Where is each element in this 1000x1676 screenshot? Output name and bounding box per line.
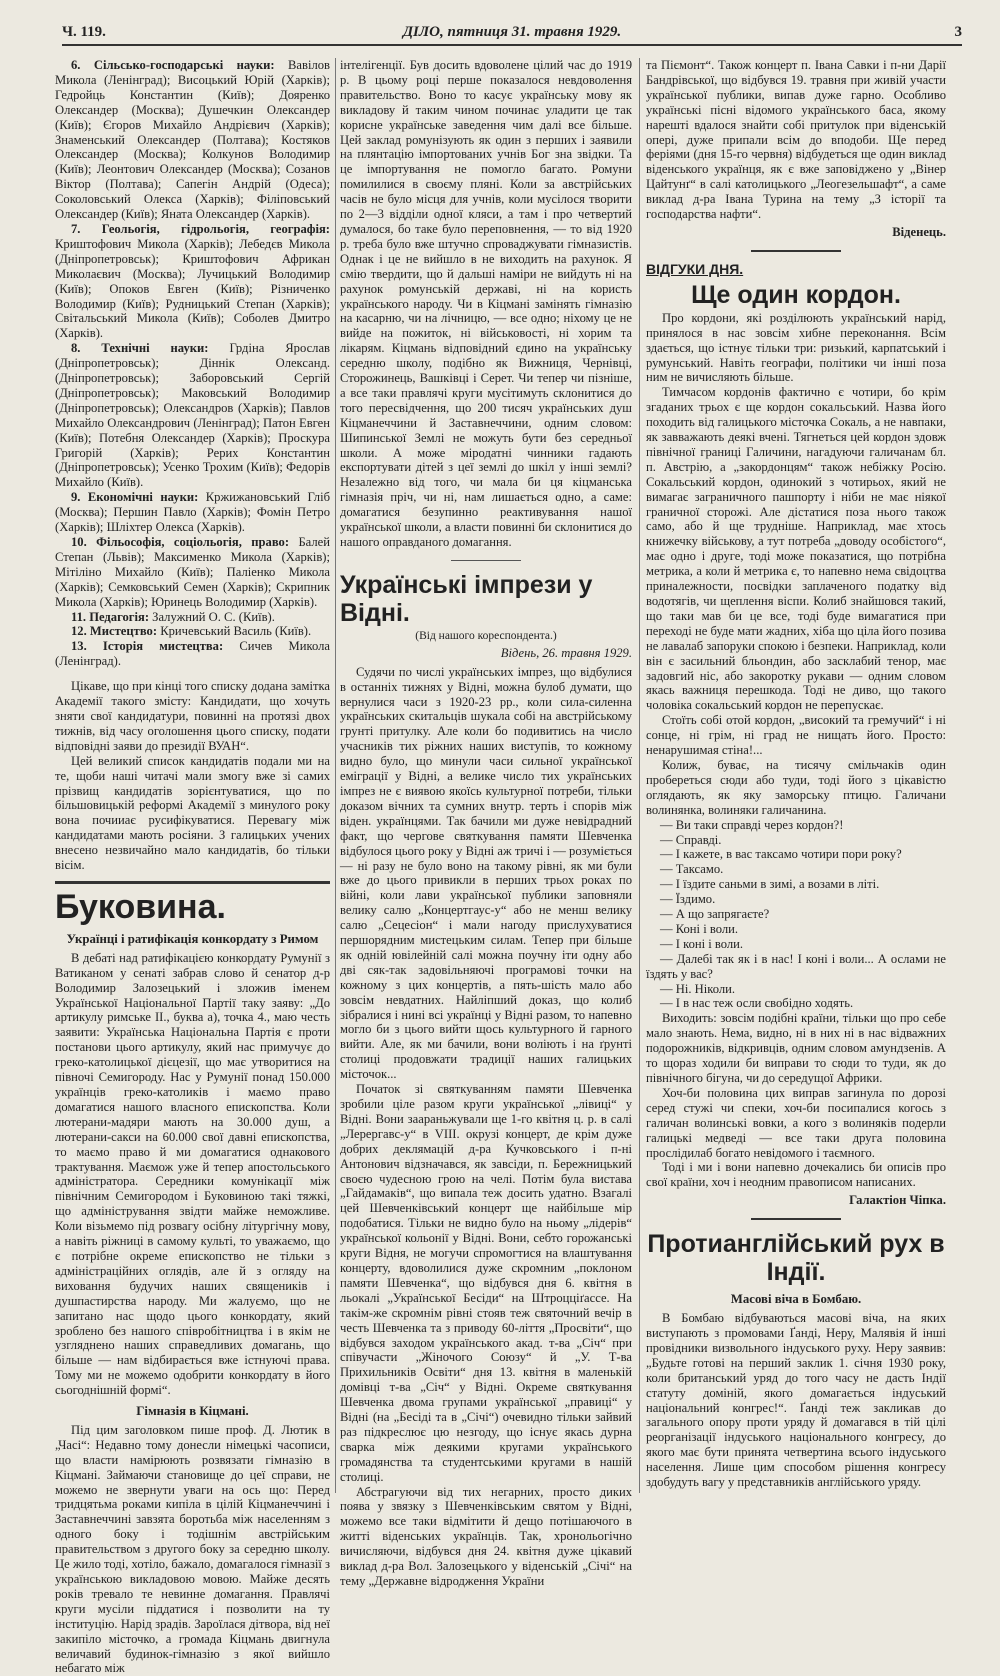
page-number: 3 [954, 24, 962, 40]
dialogue-line: — І їздите саньми в зимі, а возами в літі. [660, 877, 880, 892]
masthead [62, 22, 962, 46]
paragraph: інтелігенції. Був досить вдоволене цілий час до 1919 р. В цьому році перше показалося невдоволення правительство. Воно то касує українську мову як викладову й таким чином починає уладити це так корисне українське заведення чим далі все більше. Цей заклад ромунізують як один з перших і заявили на плянтацію імпортованих учнів Бог зна звідки. Та це імпортування не помогло багато. Ромуни помилилися в своєму пляні. Коли за австрійських часів не було місця для учнів, коли мусілося творити по 2—3 відділи одної кляси, а там і про четвертий думалося, бо таке було переповнення, — то від 1920 р. треба було вже штучно спроваджувати гімназистів. Однак і це не вийшло в не виходить на рахунок. Я смію твердити, що й дальші наміри не вийдуть ні на рахунок ромунській державі, ні на користь українського народу. Чи в Кіцмані замінять гімназію на касарню, чи на лічницю, — все одно; ніхому це не вийде на пожиток, ні військовості, ні хорим та лікарям. Кіцмань відповідний єдино на українську середню школу, подібно як Вижниця, Чернівці, Сторожинець, Вашківці і Серет. Чи тепер чи пізніше, а все таки правлячі круги мусітимуть склонитися до того пересвідчення, що 200 тисяч українських душ Кіцманеччини й Заставнеччини, одним словом: Шипинської Землі не можуть бути без середньої школи. А може міродатні чинники гадають експортувати дітей з цеї землі до шкіл у інші землі? Незалежно від того, чи мала би ця кіцманська гімназія пріч, чи ні, нам лишається одно, а саме: домагатися безупинно реактивування нашої української школи, а власти повинні би склонитися до нашого оправданого домагання. [340, 58, 632, 549]
paragraph: та Піємонт“. Також концерт п. Івана Савки і п-ни Дарії Бандрівської, що відбувся 19. травня при живій участи української публики, випав дуже гарно. Особливо українські пісні відомого українського баса, якому нарешті вдалося знайти собі притулок при віденській опері, дуже припали всім до вподоби. Ще перед феріями (дня 15-го червня) відбудеться ще один виклад віденського українця, як є вже заповіджено у „Вінер Цайтунґ“ в салі католицького „Леогезельшафт“, а саме виклад д-ра Івана Турина на тему „З історії та господарства нафти“. [646, 58, 946, 222]
column-rule [335, 58, 336, 1493]
science-section [55, 490, 330, 535]
dialogue-line: — Ні. Ніколи. [660, 981, 736, 996]
dialogue-line: — І коні і воли. [660, 936, 744, 951]
subheadline: Гімназія в Кіцмані. [136, 1404, 249, 1419]
section-text: Залужний О. С. (Київ). [152, 609, 275, 624]
dialogue-line: — Справді. [660, 832, 722, 847]
section-text: Кржижановський Гліб (Москва); Першин Павло (Харків); Фомін Петро (Харків); Шліхтер Олекса (Харків). [55, 490, 330, 535]
section-headline-bukovyna: Буковина. [55, 881, 330, 926]
section-text: Балей Степан (Львів); Максименко Микола (Харків); Мітіліно Михайло (Київ); Паліенко Микола (Харків); Семковський Семен (Харків); Скрипник Микола (Харків); Юринець Володимир (Харків). [55, 535, 330, 609]
section-title: 10. Фільософія, соціольогія, право: [71, 535, 290, 549]
column-2 [340, 58, 632, 1588]
article-headline-vienna: Українські імпрези у Відні. [340, 570, 593, 627]
dialogue-line: — Коні і воли. [660, 921, 739, 936]
paragraph: Початок зі святкуванням памяти Шевченка зробили ціле разом круги української „лівиці“ у Відні. Вони заараньжували ще 1-го квітня ц. р. в салі „Лерергавс-у“ в VIII. окрузі концерт, де крім дуже добрих деклямацій д-ра Кучковського і п-ні Антонович відзначався, як завсіди, п. Бережницький своєю чудесною грою на челі. Потім була вистава „Гайдамаків“, що випала теж досить удатно. Взагалі цей Шевченківський концерт ще найбільше мір подобатися. Тільки не видно було на ньому „лідерів“ української кольонії у Відні. Вони, себто горожанські круги Відня, не могучи спромогтися на влаштування концерту, вдоволилися дуже скромним „поклоном памяти Шевченка“, що відбувся дня 6. квітня в льокалі „Української Бесіди“ на Штроцціґассе. На такім-же скромнім рівні стояв теж святочний вечір в честь Шевченка та з приводу 60-ліття „Просвіти“, що відбувся заходом українського акад. т-ва „Січ“ при співучасти „Жіночого Союзу“ й „У. Т-ва Прихильників Освіти“ дня 13. квітня в маленькій домівці т-ва „Січ“ у Відні. Окреме святкування Шевченка двома групами української „правиці“ у Відні (на „Бесіді та в „Січі“) очевидно тільки зайвий раз підкреслює цю незгоду, що існує якась дурна сварка між деякими кругами українського громадянства та студентськими кругами в нашій столиці. [340, 1082, 632, 1484]
paragraph: Виходить: зовсім подібні країни, тільки що про себе мало знають. Нема, видно, ні в них ні в нас відважних подорожників, відкривців, одним словом амундзенів. А то щораз ходили би виправи то сюди то туди, як до північного бігуна, чи до середущої Африки. [646, 1011, 946, 1085]
dialogue-line: — Далебі так як і в нас! І коні і воли... А ослами не їздять у вас? [646, 951, 946, 981]
section-text: Кричевський Василь (Київ). [160, 624, 312, 639]
science-section [55, 535, 330, 610]
dateline: Відень, 26. травня 1929. [500, 645, 632, 660]
section-text: Грдіна Ярослав (Дніпропетровськ); Діннік Олександ. (Дніпропетровськ); Заборовський Сергій (Дніпропетровськ); Маковський Володимир (Дніпропетровськ); Олександров (Харків); Павлов Михайло Олександрович (Ленінград); Патон Евген (Київ); Потебня Олександер (Харків); Проскура Григорій (Харків); Рерих Константин (Дніпропетровськ); Усенко Трохим (Київ); Федорів Михайло (Київ). [55, 341, 330, 490]
article-headline-border: Ще один кордон. [691, 280, 901, 309]
paragraph: Тоді і ми і вони напевно дочекались би описів про свої країни, хоч і неодним правописом написаних. [646, 1160, 946, 1190]
paragraph: Колиж, буває, на тисячу смільчаків один пробереться сюди або туди, тоді його з цікавістю оглядають, як яку заморську птицю. Галичани волинянка, волиняки галичанина. [646, 757, 946, 817]
column-rule [639, 58, 640, 1493]
science-section [55, 341, 330, 490]
section-text: Вавілов Микола (Ленінград); Висоцький Юрій (Харків); Гедройць Константин (Київ); Дояренко Олександер (Москва); Душечкин Олександер (Київ); Єгоров Михайло Андрієвич (Харків); Знаменський Олександер (Полтава); Костяков Олександер (Москва); Колкунов Володимир (Київ); Леонтович Олександер (Москва); Созанов Віктор (Полтава); Сапегін Андрій (Одеса); Соколовський Олекса (Харків); Філіповський Олександер (Київ); Яната Олександер (Харків). [55, 58, 330, 222]
paragraph: Цей великий список кандидатів подали ми на те, щоби наші читачі мали змогу вже зі самих прізвищ кандидатів зорієнтуватися, що по більшовицькій реформі Академії з минулого року вона почииає русифікуватися. Перевагу між кандидатами мають росіяни. З галицьких учених внесено незвичайно мало кандидатів, бо тільки вісім. [55, 753, 330, 873]
dialogue-line: — І в нас теж осли свобідно ходять. [660, 996, 854, 1011]
signature: Галактіон Чіпка. [849, 1193, 946, 1208]
science-section [55, 222, 330, 341]
rubric-label: ВІДГУКИ ДНЯ. [646, 260, 744, 277]
paragraph: В дебаті над ратифікацією конкордату Румунії з Ватиканом у сенаті забрав слово й сенатор д-р Володимир Залозецький і зложив іменем Української Національної Партії таку заяву: „До артикулу римське II., буква а), точка 4., маю честь заявити: Українська Національна Партія є проти постанови цього артикулу, який нас примучує до греко-католицької дієцезії, що має утворитися на півночі Семигороду. Нас у Румунії понад 150.000 українців греко-католиків і маємо право домагатися нашого власного епископства. Коли лютерани-мадяри мають на 30.000 душ, а лютерани-сакси на 60.000 свої давні епископства, то маємо право й ми домагатися однакового трактування. Маємож уже й тепер апостольського адміністратора. Середники комунікації між північним Семигородом і Буковиною такі тяжкі, що адміністрування звідти майже неможливе. Коли візьмемо під розвагу осібну літургічну мову, а навіть ріжниці в самому культі, то уважаємо, що є потрібне окреме епископство не тільки з адміністраційних оглядів, але й з огляду на виховання будучих наших священиків і душпастирства народу. Ми жалуємо, що не запитано нас щодо цього конкордату, який зроблено без нашого співробітництва і в якім не узглядненo наших справедливих домагань, що більше — нам відбирається вже істнуючі права. Тому ми не можемо одобрити конкордату в його сьогоднішній формі“. [55, 950, 330, 1398]
paragraph: В Бомбаю відбуваються масові віча, на яких виступають з промовами Ґанді, Неру, Малявія й інші провідники визвольного індуського руху. Неру заявив: „Будьте готові на перший заклик 1. січня 1930 року, коли британський уряд до того часу не дасть Індії статуту доміній, якого домагається індуський національний конгрес!“. Ґанді теж закликав до загального опору проти уряду й домагався в тій цілі реорганізації індуського національного конгресу, до якого має бути принята четвертина всього індуського населення. Лише цим способом рішення конгресу здобудуть вагу у представників англійського уряду. [646, 1311, 946, 1490]
paragraph: Судячи по числі українських імпрез, що відбулися в останніх тижнях у Відні, можна булоб думати, що вернулися часи з 1920-23 рр., коли сила-силенна українських скитальців шукала собі на австрійському грунті притулку. Але коли бо подивитись на число учасників тих ріжних наших виступів, то кожному видно було, що минули часи сильної української еміграції у Відні, а велике число тих українських імпрез не є виявою якоїсь культурної потреби, тільки доказом вічних та сумних внутр. терть і спорів між віден. українцями. Так бачили ми дуже невідрадний факт, що чергове святкування памяти Шевченка відбулося цього року у Відні аж тричі і — розуміється — ні разу не було воно на такому рівні, як ми були вже до цього привикли в перших трьох роках по війні, коли лави української публики заповняли велику салю „Концертгаус-у“ або не менш велику салю „Сецесіон“ і мали нагоду прислухуватися першорядним мистецьким силам. Тепер при більше як одній ювілейній салі можна поучну іти одну або дві сяк-так задовільняючі програмові точки на кожному з цих концертів, а пять-шість мало або зовсім невдатних. Найліпший доказ, що колиб зібралися і нині всі українці у Відні разом, то напевно могло би з цього вийти щось культурного й гарного вийти. Але, як ми бачили, вони воліють і на ґрунті столиці продовжати традиції наших галицьких місточок... [340, 664, 632, 1082]
dialogue-line: — А що запрягаєте? [660, 907, 770, 922]
dialogue-line: — Їздимо. [660, 892, 716, 907]
subheadline: Масові віча в Бомбаю. [730, 1292, 862, 1307]
science-section [55, 639, 330, 669]
section-title: 7. Геольогія, гідрольогія, географія: [71, 221, 330, 236]
subheadline: Українці і ратифікація конкордату з Римом [66, 931, 319, 946]
section-title: 8. Технічні науки: [71, 341, 209, 356]
science-section [55, 624, 330, 639]
correspondent-note: (Від нашого кореспондента.) [415, 629, 557, 642]
column-3 [646, 58, 946, 1495]
candidate-list [55, 58, 330, 669]
section-title: 12. Мистецтво: [71, 624, 158, 639]
divider [451, 560, 521, 561]
section-text: Сичев Микола (Ленінград). [55, 639, 330, 669]
science-section [55, 610, 330, 625]
signature: Віденець. [892, 224, 946, 239]
section-title: 11. Педагогія: [71, 609, 150, 624]
paragraph: Абстрагуючи від тих негарних, просто диких поява у звязку з Шевченківським святом у Відні, можемо все таки відмітити й дещо потішаючого в житті віденських українців. Так, хронольогічно вичисляючи, відбувся дня 24. квітня дуже цікавий виклад д-ра Вол. Залозецького у віденській „Січі“ на тему „Державне відродження України [340, 1484, 632, 1588]
dialogue-line: — Таксамо. [660, 862, 724, 877]
paragraph: Про кордони, які розділюють український нарід, принялося в нас зовсім хибне переконання. Всім здається, що істнує тільки три: ризький, карпатський і румунський. Навіть географи, політики чи інші поза ним не вичисляють більше. [646, 310, 946, 385]
paragraph: Тимчасом кордонів фактично є чотири, бо крім згаданих трьох є ще кордон сокальський. Назва його походить від галицького місточка Сокаль, а не навпаки, як завважають деякі вчені. Тягнеться цей кордон здовж північної границі Галичини, нагадуючи галичанам бл. п. Австрію, а „закордонцям“ також небіжку Росію. Сокальський кордон, одинокий з чотирьох, який не вимагає заграничного пашпорту і ніби не має ніякої граничної сторожі. Але дістатися поза нього також само, або й ще трудніше. Наприклад, має хтось книжечку військову, а тут потреба „доводу особістого“, має одно і друге, тоді може показатися, що потрібна метрика, а коли й метрика є, то напевно нема свідоцтва приналежности, посвідки заплаченого податку від водотягів, чи щеплення віспи. Колиб знайшовся такий, що таки мав би це все, тоді буде вимагатися при переході не буде мати жадних, хіба що ціла його позива не лавалаб запоруки спокою і безпеки. Наприклад, коли він є засильний бльондин, або засклабий тенор, має задовгий ніс, або закоротку рукави — одним словом якась важниця перешкода. Тоді не диво, що такого чоловіка сокальський кордон не перепускає. [646, 385, 946, 713]
divider [751, 250, 841, 252]
article-headline-india: Протианглійський рух в Індії. [647, 1230, 945, 1287]
section-title: 13. Історія мистецтва: [71, 639, 224, 654]
paragraph: Стоїть собі отой кордон, „високий та гремучий“ і ні сонце, ні грім, ні град не нищать його. Просто: ненарушимая стіна!... [646, 713, 946, 758]
paragraph: Під цим заголовком пише проф. Д. Лютик в „Часі“: Недавно тому донесли німецькі часописи, що власти намірюють розвязати гімназію в Кіцмані. Займаючи становище до цеї справи, не можемо не звернути уваги на ось що: Перед тридцятьма роками кипіла в цілій Кіцманеччині і Заставнеччині завзята боротьба між населенням з одного боку і тодішнім австрійським правительством з другого боку за середню школу. Це жило тоді, хотіло, бажало, домагалося гімназії з українською викладовою мовою. Майже десять років тревало те невинне домагання. Правлячі круги мусіли піддатися і позволити на ту інституцію. Нарід зрадів. Зароїлася дітвора, від неї закипіло місточко, а громада Кіцмань двигнула величавий будинок-гімназію з якої вийшло небагато між [55, 1422, 330, 1676]
divider [751, 1218, 841, 1220]
science-section [55, 58, 330, 222]
newspaper-title-date: ДІЛО, пятниця 31. травня 1929. [402, 24, 622, 40]
section-title: 9. Економічні науки: [71, 490, 199, 505]
dialogue-line: — І кажете, в вас таксамо чотири пори року? [660, 847, 902, 862]
dialogue-line: — Ви таки справді через кордон?! [660, 817, 844, 832]
section-title: 6. Сільсько-господарські науки: [71, 58, 275, 72]
section-text: Криштофович Микола (Харків); Лебедєв Микола (Дніпропетровськ); Криштофович Африкан Миколаєвич (Москва); Лучицький Володимир (Київ); Опоков Евген (Київ); Різниченко Володимир (Київ); Рудницький Степан (Харків); Світальський Микола (Київ); Соболев Дмитро (Харків). [55, 236, 330, 341]
paragraph: Цікаве, що при кінці того списку додана замітка Академії такого змісту: Кандидати, що хочуть зняти свої кандидатури, повинні на протязі двох тижнів, від часу оголошення цього списку, подати відповідні заяви до президії ВУАН“. [55, 679, 330, 753]
paragraph: Хоч-би половина цих виправ загинула по дорозі серед стужі чи спеки, хоч-би посипалися когось з галичан волинські вовки, а кого з волиняків подерли галицькі медведі — все таки друга половина прослідилаб богато невідомого і таємного. [646, 1085, 946, 1160]
dialogue [646, 818, 946, 1012]
column-1 [55, 58, 330, 1676]
issue-number: Ч. 119. [62, 24, 106, 40]
